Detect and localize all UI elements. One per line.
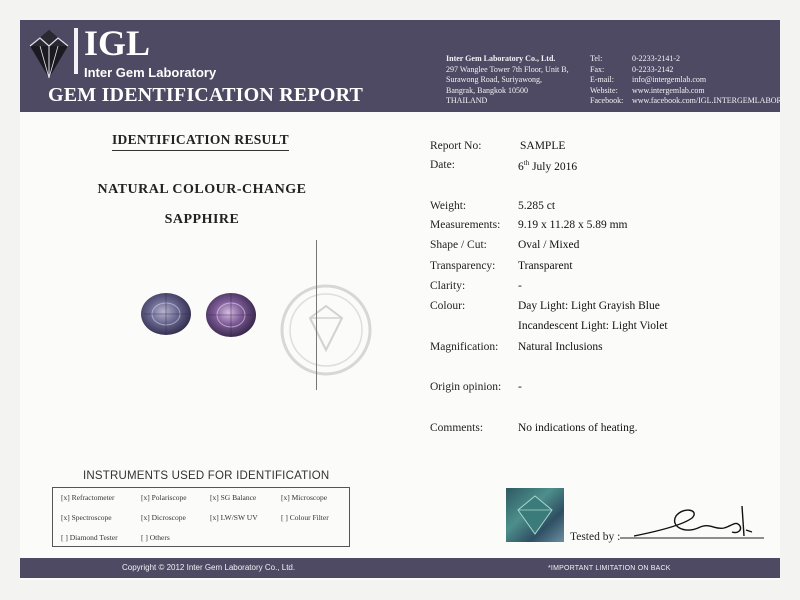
magnification-value: Natural Inclusions (518, 341, 603, 353)
instrument-refractometer: [x] Refractometer (61, 493, 115, 502)
colour-daylight-value: Day Light: Light Grayish Blue (518, 300, 660, 312)
address-line: Surawong Road, Suriyawong, (446, 75, 542, 84)
transparency-value: Transparent (518, 260, 573, 272)
instrument-others: [ ] Others (141, 533, 170, 542)
logo-divider (74, 28, 78, 74)
weight-value: 5.285 ct (518, 200, 556, 212)
weight-label: Weight: (430, 200, 467, 212)
logo-subtitle: Inter Gem Laboratory (84, 65, 217, 80)
report-header (20, 20, 792, 112)
instrument-colour-filter: [ ] Colour Filter (281, 513, 329, 522)
gem-logo-icon (26, 28, 72, 80)
address-line: THAILAND (446, 96, 488, 105)
page-title: GEM IDENTIFICATION REPORT (48, 84, 364, 106)
date-value: 6th July 2016 (518, 159, 578, 173)
lab-name: Inter Gem Laboratory Co., Ltd. (446, 54, 556, 63)
measurements-value: 9.19 x 11.28 x 5.89 mm (518, 219, 628, 231)
colour-label: Colour: (430, 300, 466, 312)
gem-photo-incandescent (205, 292, 257, 338)
logo-text: IGL (84, 23, 151, 63)
origin-value: - (518, 381, 522, 393)
stamp-divider (316, 240, 317, 390)
colour-incandescent-value: Incandescent Light: Light Violet (518, 320, 668, 332)
instrument-microscope: [x] Microscope (281, 493, 328, 502)
magnification-label: Magnification: (430, 341, 499, 353)
clarity-value: - (518, 280, 522, 292)
lab-seal-stamp (278, 282, 374, 378)
contact-tel: Tel: 0-2233-2141-2 (590, 54, 680, 63)
instrument-lw-sw-uv: [x] LW/SW UV (210, 513, 258, 522)
instruments-heading: INSTRUMENTS USED FOR IDENTIFICATION (83, 470, 330, 482)
clarity-label: Clarity: (430, 280, 466, 292)
hologram-sticker (506, 488, 564, 542)
address-line: 297 Wanglee Tower 7th Floor, Unit B, (446, 64, 569, 74)
instrument-polariscope: [x] Polariscope (141, 493, 187, 502)
shape-cut-value: Oval / Mixed (518, 239, 580, 251)
date-label: Date: (430, 159, 455, 171)
report-no-value: SAMPLE (520, 140, 566, 152)
comments-value: No indications of heating. (518, 422, 638, 434)
measurements-label: Measurements: (430, 219, 501, 231)
tested-by-label: Tested by : (570, 531, 621, 543)
gem-photo-daylight (140, 292, 192, 336)
instrument-diamond-tester: [ ] Diamond Tester (61, 533, 118, 542)
shape-cut-label: Shape / Cut: (430, 239, 487, 251)
identification-result-heading: IDENTIFICATION RESULT (112, 132, 289, 151)
instruments-box (52, 487, 350, 547)
contact-facebook: Facebook: www.facebook.com/IGL.INTERGEMLABORAT (590, 96, 792, 105)
copyright-text: Copyright © 2012 Inter Gem Laboratory Co., Ltd. (122, 563, 296, 572)
contact-email: E-mail: info@intergemlab.com (590, 75, 707, 84)
origin-label: Origin opinion: (430, 381, 502, 393)
limitation-notice: *IMPORTANT LIMITATION ON BACK (548, 565, 671, 572)
gem-species-line1: NATURAL COLOUR-CHANGE (97, 182, 307, 197)
contact-website: Website: www.intergemlab.com (590, 85, 705, 95)
instrument-sg-balance: [x] SG Balance (210, 493, 257, 502)
report-no-label: Report No: (430, 140, 482, 152)
instrument-spectroscope: [x] Spectroscope (61, 513, 112, 522)
signature (614, 500, 774, 550)
lab-address (446, 54, 596, 107)
comments-label: Comments: (430, 422, 484, 434)
lab-contacts (590, 54, 792, 107)
instrument-dicroscope: [x] Dicroscope (141, 513, 186, 522)
gem-species-line2: SAPPHIRE (164, 212, 240, 227)
contact-fax: Fax: 0-2233-2142 (590, 64, 674, 74)
transparency-label: Transparency: (430, 260, 496, 272)
address-line: Bangrak, Bangkok 10500 (446, 85, 528, 95)
